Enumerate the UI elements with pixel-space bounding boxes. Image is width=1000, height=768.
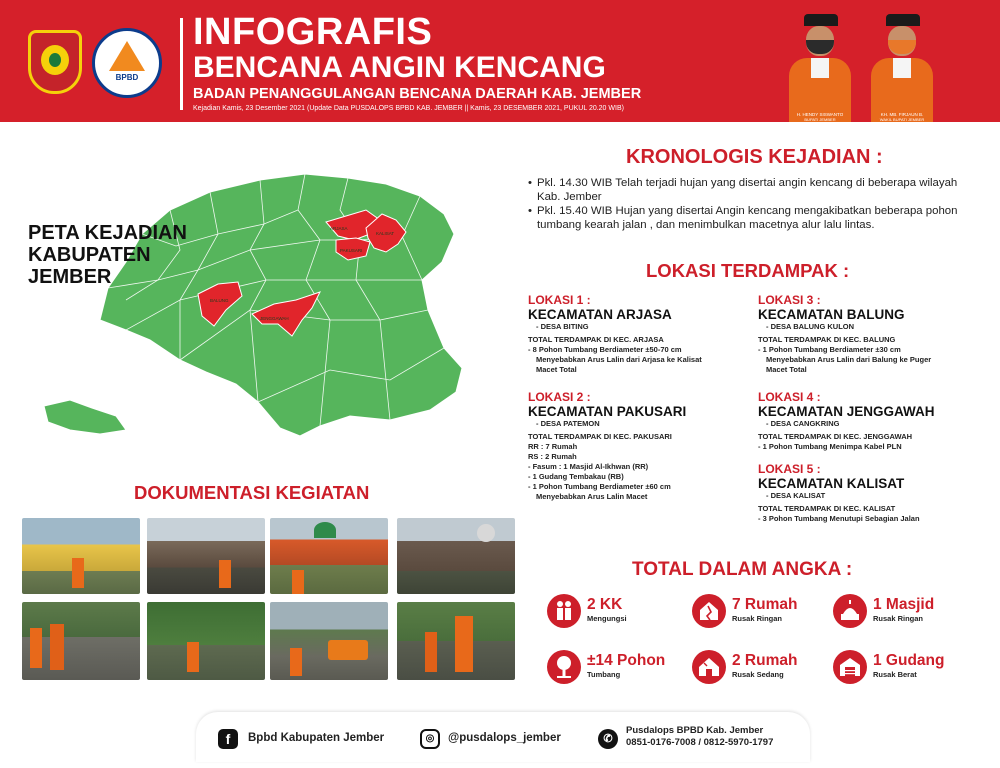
location-village: - DESA KALISAT [766, 491, 826, 500]
map-label-jenggawah: JENGGAWAH [260, 316, 289, 321]
instagram-icon[interactable]: ◎ [420, 729, 440, 749]
stat-label: Rusak Sedang [732, 670, 784, 679]
house-medium-damage-icon [692, 650, 726, 684]
people-icon [547, 594, 581, 628]
documentation-photo [270, 602, 388, 680]
location-district: KECAMATAN PAKUSARI [528, 404, 687, 419]
location-village: - DESA PATEMON [536, 419, 600, 428]
chronology-list [528, 176, 968, 232]
documentation-title: DOKUMENTASI KEGIATAN [134, 482, 370, 503]
documentation-photo [397, 602, 515, 680]
stat-value: 1 Gudang [873, 652, 945, 669]
stat-houses-light [692, 590, 822, 634]
stat-label: Rusak Berat [873, 670, 917, 679]
location-detail: - 1 Pohon Tumbang Berdiameter ±30 cm [758, 345, 901, 354]
map-label-pakusari: PAKUSARI [340, 248, 363, 253]
stat-trees [547, 646, 687, 690]
official-1-name: H. HENDY SISWANTO [796, 112, 844, 117]
facebook-handle[interactable]: Bpbd Kabupaten Jember [248, 732, 385, 744]
location-detail: Menyebabkan Arus Lalin dari Arjasa ke Kalisat [536, 355, 702, 364]
stat-warehouse [833, 646, 973, 690]
location-district: KECAMATAN BALUNG [758, 307, 905, 322]
location-detail: - 1 Gudang Tembakau (RB) [528, 472, 624, 481]
whatsapp-icon[interactable]: ✆ [598, 729, 618, 749]
location-district: KECAMATAN JENGGAWAH [758, 404, 935, 419]
location-village: - DESA BALUNG KULON [766, 322, 855, 331]
location-total: TOTAL TERDAMPAK DI KEC. PAKUSARI [528, 432, 672, 441]
location-detail: - Fasum : 1 Masjid Al-Ikhwan (RR) [528, 462, 649, 471]
location-total: TOTAL TERDAMPAK DI KEC. ARJASA [528, 335, 664, 344]
location-detail: - 3 Pohon Tumbang Menutupi Sebagian Jalan [758, 514, 920, 523]
location-label: LOKASI 1 : [528, 293, 591, 307]
location-2 [528, 390, 758, 502]
stat-label: Rusak Ringan [873, 614, 924, 623]
location-4 [758, 390, 988, 452]
bpbd-logo [92, 28, 162, 98]
map-title: PETA KEJADIAN KABUPATEN JEMBER [28, 222, 187, 288]
affected-locations-title: LOKASI TERDAMPAK : [646, 260, 850, 281]
instagram-handle[interactable]: @pusdalops_jember [448, 732, 561, 744]
location-detail: - 8 Pohon Tumbang Berdiameter ±50-70 cm [528, 345, 682, 354]
stat-label: Rusak Ringan [732, 614, 783, 623]
official-1-role: BUPATI JEMBER [804, 117, 836, 122]
location-detail: RS : 2 Rumah [528, 452, 577, 461]
update-note: Kejadian Kamis, 23 Desember 2021 (Update Data PUSDALOPS BPBD KAB. JEMBER || Kamis, 23 DESEMBER 2021, PUKUL 20.20 WIB) [193, 105, 624, 112]
bpbd-logo-text: BPBD [115, 73, 139, 82]
location-village: - DESA BITING [536, 322, 589, 331]
official-2-name: KH. MB. FIRJAUN B. [880, 112, 924, 117]
header-divider [180, 18, 183, 110]
stat-value: 2 KK [587, 596, 623, 613]
location-village: - DESA CANGKRING [766, 419, 840, 428]
stat-value: 1 Masjid [873, 596, 935, 613]
house-light-damage-icon [692, 594, 726, 628]
location-detail: Macet Total [536, 365, 577, 374]
location-district: KECAMATAN ARJASA [528, 307, 672, 322]
location-3 [758, 293, 988, 375]
location-5 [758, 462, 988, 524]
documentation-photo [22, 518, 140, 594]
location-detail: - 1 Pohon Tumbang Berdiameter ±60 cm [528, 482, 671, 491]
stat-displaced [547, 590, 687, 634]
map-island [44, 400, 126, 434]
stat-value: 7 Rumah [732, 596, 798, 613]
chronology-item: • Pkl. 14.30 WIB Telah terjadi hujan yang disertai angin kencang di beberapa wilayah Kab. Jember [528, 176, 968, 204]
contact-footer [196, 712, 810, 762]
location-label: LOKASI 2 : [528, 390, 591, 404]
location-total: TOTAL TERDAMPAK DI KEC. BALUNG [758, 335, 896, 344]
location-detail: Menyebabkan Arus Lalin Macet [536, 492, 648, 501]
documentation-photo [147, 602, 265, 680]
map-label-kalisat: KALISAT [376, 231, 395, 236]
documentation-photo [397, 518, 515, 594]
location-detail: RR : 7 Rumah [528, 442, 578, 451]
location-total: TOTAL TERDAMPAK DI KEC. KALISAT [758, 504, 896, 513]
jember-map [30, 170, 470, 440]
whatsapp-numbers[interactable]: 0851-0176-7008 / 0812-5970-1797 [626, 737, 774, 748]
stat-label: Tumbang [587, 670, 621, 679]
location-detail: Menyebabkan Arus Lalin dari Balung ke Puger [766, 355, 932, 364]
stat-mosque [833, 590, 973, 634]
whatsapp-name: Pusdalops BPBD Kab. Jember [626, 725, 764, 736]
location-total: TOTAL TERDAMPAK DI KEC. JENGGAWAH [758, 432, 913, 441]
agency-name: BADAN PENANGGULANGAN BENCANA DAERAH KAB. JEMBER [193, 86, 642, 102]
location-label: LOKASI 4 : [758, 390, 821, 404]
officials-photo [785, 6, 955, 122]
location-label: LOKASI 5 : [758, 462, 821, 476]
chronology-title: KRONOLOGIS KEJADIAN : [626, 146, 883, 168]
official-2-role: WAKIL BUPATI JEMBER [879, 117, 925, 122]
location-1 [528, 293, 758, 375]
warehouse-icon [833, 650, 867, 684]
tree-icon [547, 650, 581, 684]
totals-title: TOTAL DALAM ANGKA : [632, 559, 853, 580]
documentation-photo [147, 518, 265, 594]
official-2 [871, 14, 933, 122]
map-label-balung: BALUNG [210, 298, 229, 303]
stat-houses-medium [692, 646, 822, 690]
location-label: LOKASI 3 : [758, 293, 821, 307]
chronology-item: • Pkl. 15.40 WIB Hujan yang disertai Angin kencang mengakibatkan beberapa pohon tumbang kearah jalan , dan menimbulkan macetnya alur lalu lintas. [528, 204, 968, 232]
location-detail: - 1 Pohon Tumbang Menimpa Kabel PLN [758, 442, 902, 451]
stat-value: ±14 Pohon [587, 652, 666, 669]
location-district: KECAMATAN KALISAT [758, 476, 905, 491]
stat-label: Mengungsi [587, 614, 627, 623]
map-label-arjasa: ARJASA [330, 226, 348, 231]
page-subtitle: BENCANA ANGIN KENCANG [193, 51, 606, 84]
documentation-photo [270, 518, 388, 594]
facebook-icon[interactable]: f [218, 729, 238, 749]
location-detail: Macet Total [766, 365, 807, 374]
documentation-photo [22, 602, 140, 680]
jember-regency-logo [28, 30, 82, 94]
official-1 [789, 14, 851, 122]
page-title: INFOGRAFIS [193, 11, 433, 53]
stat-value: 2 Rumah [732, 652, 798, 669]
mosque-icon [833, 594, 867, 628]
